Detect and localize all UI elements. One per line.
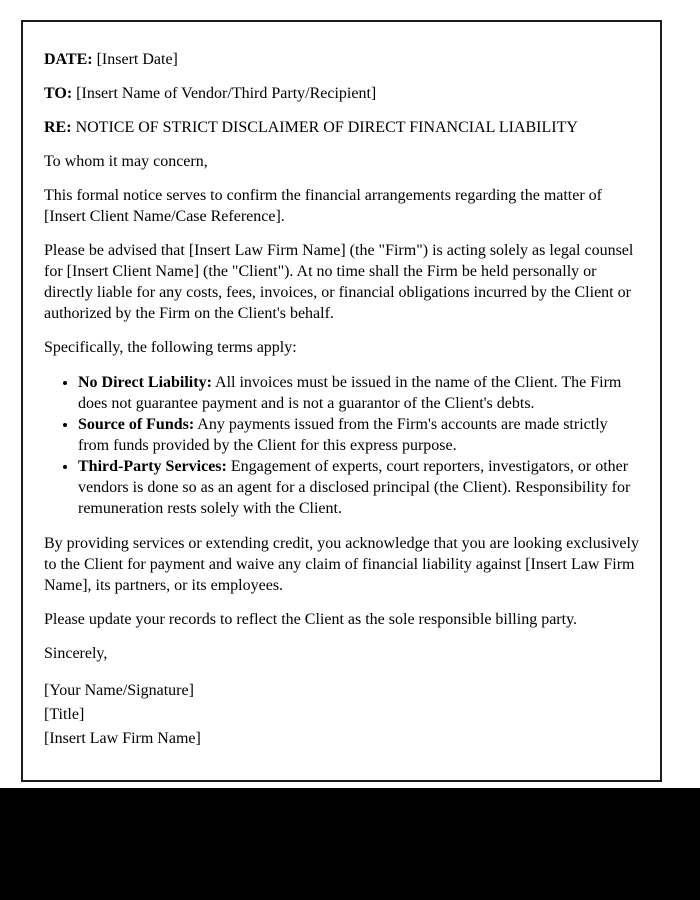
letter-page	[21, 20, 662, 782]
date-value: [Insert Date]	[96, 51, 178, 68]
signature-lines	[44, 679, 640, 751]
re-line	[44, 117, 640, 138]
list-item-text: Engagement of experts, court reporters, investigators, or other vendors is done so as an agent for a disclosed principal (the Client). Responsibility for remuneration rests solely with the Client.	[78, 458, 631, 517]
signature-block	[44, 679, 640, 751]
date-label: DATE:	[44, 51, 93, 68]
to-value: [Insert Name of Vendor/Third Party/Recipient]	[76, 85, 377, 102]
signature-name: [Your Name/Signature]	[44, 682, 194, 699]
paragraph-terms-intro: Specifically, the following terms apply:	[44, 339, 297, 356]
list-item-label: Source of Funds:	[78, 416, 195, 433]
list-item-label: Third-Party Services:	[78, 458, 227, 475]
date-line	[44, 49, 640, 70]
salutation: To whom it may concern,	[44, 153, 208, 170]
list-item-source-of-funds	[78, 414, 640, 456]
paragraph-intro: This formal notice serves to confirm the financial arrangements regarding the matter of [Insert Client Name/Case Reference].	[44, 187, 603, 225]
closing: Sincerely,	[44, 645, 108, 662]
to-label: TO:	[44, 85, 73, 102]
list-item-no-direct-liability	[78, 372, 640, 414]
re-label: RE:	[44, 119, 72, 136]
signature-title: [Title]	[44, 706, 85, 723]
re-value: NOTICE OF STRICT DISCLAIMER OF DIRECT FINANCIAL LIABILITY	[75, 119, 578, 136]
list-item-third-party-services	[78, 456, 640, 519]
paragraph-advisory: Please be advised that [Insert Law Firm Name] (the "Firm") is acting solely as legal counsel for [Insert Client Name] (the "Client"). At no time shall the Firm be held personally or directly liable for any costs, fees, invoices, or financial obligations incurred by the Client or authorized by the Firm on the Client's behalf.	[44, 242, 634, 322]
signature-firm: [Insert Law Firm Name]	[44, 730, 201, 747]
list-item-text: Any payments issued from the Firm's accounts are made strictly from funds provided by the Client for this express purpose.	[78, 416, 608, 454]
terms-list	[44, 372, 640, 519]
to-line	[44, 83, 640, 104]
bottom-black-band	[0, 788, 700, 900]
paragraph-records: Please update your records to reflect the Client as the sole responsible billing party.	[44, 611, 578, 628]
paragraph-acknowledgment: By providing services or extending credit, you acknowledge that you are looking exclusively to the Client for payment and waive any claim of financial liability against [Insert Law Firm Name], its partners, or its employees.	[44, 535, 639, 594]
list-item-label: No Direct Liability:	[78, 374, 212, 391]
list-item-text: All invoices must be issued in the name of the Client. The Firm does not guarantee payment and is not a guarantor of the Client's debts.	[78, 374, 622, 412]
